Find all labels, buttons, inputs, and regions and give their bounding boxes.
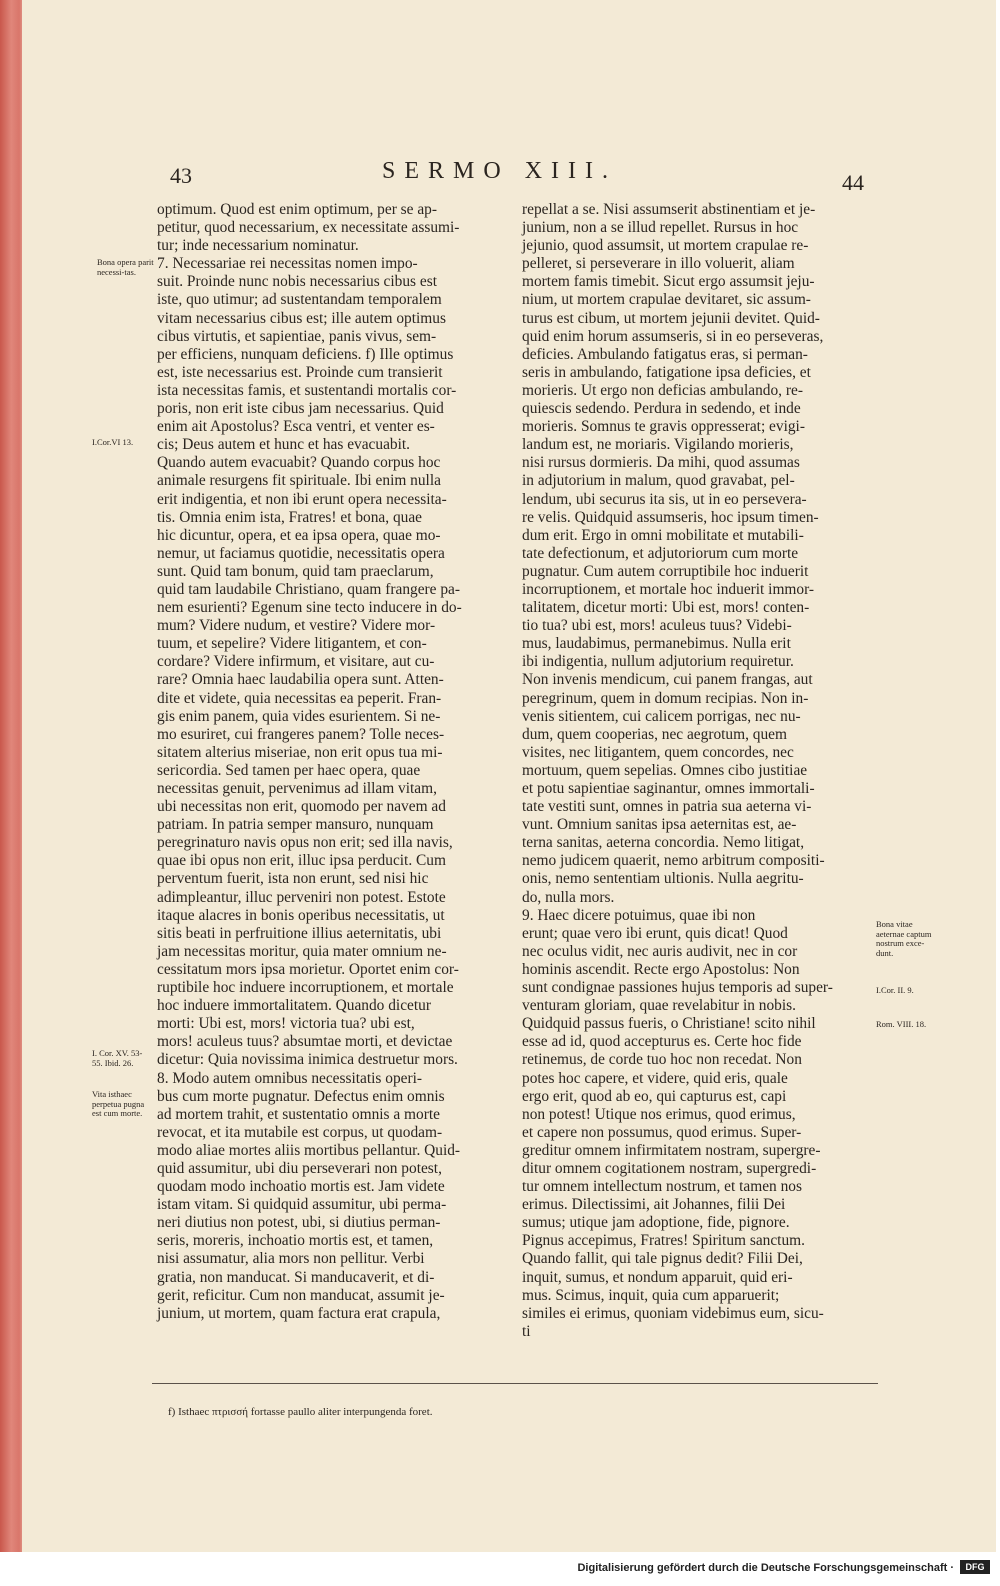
text-line: adimpleantur, illuc perveniri non potest. Estote [157,888,446,906]
text-line: poris, non erit iste cibus jam necessarius. Quid [157,400,444,418]
margin-ref-rom-8: Rom. VIII. 18. [876,1019,927,1029]
text-line: hoc induere immortalitatem. Quando dicetur [157,997,431,1015]
text-line: jejunio, quod assumsit, ut mortem crapulae re- [522,237,809,255]
text-line: mortem famis timebit. Sicut ergo assumsit jeju- [522,273,815,291]
text-line: non potest! Utique nos erimus, quod erimus, [522,1105,796,1123]
text-line: sitatem alterius miseriae, non erit opus tua mi- [157,743,443,761]
text-line: mus. Scimus, inquit, quia cum apparuerit; [522,1286,780,1304]
text-line: lendum, ubi securus ita sis, ut in eo persevera- [522,490,807,508]
text-line: mus, laudabimus, permanebimus. Nulla erit [522,635,791,653]
text-line: perventum fuerit, ista non erunt, sed nisi hic [157,870,429,888]
text-line: tuum, et sepelire? Videre litigantem, et con- [157,635,427,653]
text-line: visites, nec litigantem, quem concordes, nec [522,743,794,761]
text-line: quid assumitur, ubi diu perseverari non potest, [157,1159,442,1177]
text-line: sunt condignae passiones hujus temporis ad super- [522,979,833,997]
text-line: nisi rursus dormieris. Da mihi, quod assumas [522,454,800,472]
right-text-column [522,201,876,1341]
text-line: iste, quo utimur; ad sustentandam temporalem [157,291,442,309]
text-line: et potu sapientiae saginantur, omnes immortali- [522,780,815,797]
text-line: est, iste necessarius est. Proinde cum transierit [157,363,443,381]
text-line: greditur omnem infirmitatem nostram, supergre- [522,1141,821,1159]
text-line: dum erit. Ergo in omni mobilitate et mutabili- [522,526,804,544]
text-line: re velis. Quidquid assumseris, hoc ipsum timen- [522,508,819,526]
text-line: nium, ut mortem crapulae devitaret, sic assum- [522,291,811,309]
text-line: retinemus, de corde tuo hoc non recedat. Non [522,1051,802,1069]
text-line: incorruptionem, et mortale hoc induerit immor- [522,580,815,598]
text-line: erit indigentia, et non ibi erunt opera necessita- [157,490,447,508]
dfg-logo: DFG [960,1560,990,1574]
text-line: cibus virtutis, et sapientiae, panis vivus, sem- [157,327,437,345]
text-line: tis. Omnia enim ista, Fratres! et bona, quae [157,508,422,526]
text-line: neri diutius non potest, ubi, si diutius perman- [157,1214,441,1232]
text-line: junium, ut mortem, quam factura erat crapula, [157,1304,441,1322]
text-line: 9. Haec dicere potuimus, quae ibi non [522,906,756,924]
text-line: tate vestiti sunt, omnes in patria sua aeterna vi- [522,798,812,816]
text-line: dum, quem cooperias, nec aegrotum, quem [522,725,787,743]
text-line: necessitas genuit, pervenimus ad illam vitam, [157,780,437,797]
text-line: rare? Omnia haec laudabilia opera sunt. Atten- [157,671,444,689]
text-line: quiescis sedendo. Perdura in sedendo, et inde [522,400,801,418]
text-line: ad mortem trahit, et sustentatio omnis a morte [157,1105,440,1123]
text-line: cordare? Videre infirmum, et visitare, aut cu- [157,653,435,671]
text-line: hic dicuntur, opera, et ea ipsa opera, quae mo- [157,526,441,544]
text-line: morti: Ubi est, mors! victoria tua? ubi est, [157,1015,415,1033]
text-line: gratia, non manducat. Si manducaverit, et di- [157,1268,435,1286]
text-line: mo esuriret, cui frangeres panem? Tolle neces- [157,725,445,743]
text-line: per efficiens, nunquam deficiens. f) Ille optimus [157,345,454,363]
text-line: junium, non a se illud repellet. Rursus in hoc [522,219,799,237]
text-line: seris in ambulando, fatigatione ipsa deficies, et [522,363,811,381]
text-line: istam vitam. Si quidquid assumitur, ubi perma- [157,1196,447,1214]
text-line: nem esurienti? Egenum sine tecto inducere in do- [157,599,462,617]
text-line: bus cum morte pugnatur. Defectus enim omnis [157,1087,445,1105]
footnote-rule [152,1383,878,1384]
margin-ref-1-cor-15: I. Cor. XV. 53-55. Ibid. 26. [92,1048,143,1068]
text-line: 8. Modo autem omnibus necessitatis operi- [157,1069,423,1087]
text-line: ditur omnem cogitationem nostram, supergredi- [522,1159,817,1177]
margin-ref-1-cor-2: I.Cor. II. 9. [876,985,914,995]
text-line: talitatem, dicetur morti: Ubi est, mors! conten- [522,599,810,617]
text-line: enim ait Apostolus? Esca ventri, et venter es- [157,418,435,436]
text-line: dite et videte, quia necessitas ea peperit. Fran- [157,689,442,707]
digitization-credit: Digitalisierung gefördert durch die Deutsche Forschungsgemeinschaft · [577,1562,954,1574]
text-line: in adjutorium in malum, quod gravabat, pel- [522,472,795,490]
text-line: seris, moreris, inchoatio mortis est, et tamen, [157,1232,434,1250]
text-line: tur omnem intellectum nostrum, et tamen nos [522,1178,802,1196]
text-line: petitur, quod necessarium, ex necessitate assumi- [157,219,460,237]
text-line: erimus. Dilectissimi, ait Johannes, filii Dei [522,1196,786,1214]
text-line: ubi necessitas non erit, quomodo per navem ad [157,798,446,816]
footnote: f) Isthaec πτρισσή fortasse paullo aliter interpungenda foret. [168,1406,433,1418]
text-line: do, nulla mors. [522,888,615,906]
text-line: ruptibile hoc induere incorruptionem, et mortale [157,979,454,997]
text-line: vitam necessarius cibus est; ille autem optimus [157,309,446,327]
text-line: Pignus accepimus, Fratres! Spiritum sanctum. [522,1232,805,1250]
text-line: ibi indigentia, nullum adjutorium requiretur. [522,653,794,671]
margin-ref-1-cor-6: I.Cor.VI 13. [92,437,134,447]
text-line: peregrinum, quem in domum recipias. Non in- [522,689,809,707]
text-line: cessitatum mors ipsa morietur. Oportet enim cor- [157,960,459,978]
text-line: revocat, et ita mutabile est corpus, ut quodam- [157,1123,443,1141]
text-line: terna sanitas, aeterna concordia. Nemo litigat, [522,834,805,852]
text-line: ista necessitas famis, et sustentandi mortalis cor- [157,381,457,399]
text-line: similes ei erimus, quoniam videbimus eum, sicu- [522,1304,824,1322]
text-line: quae ibi opus non erit, illuc ipsa perducit. Cum [157,852,446,870]
text-line: tate defectionum, et adjutoriorum cum morte [522,544,799,562]
left-page-number: 43 [170,163,192,188]
right-page-number: 44 [842,170,864,195]
text-line: potes hoc capere, et videre, quid eris, quale [522,1069,788,1087]
text-line: modo aliae mortes aliis mortibus pellantur. Quid- [157,1141,461,1159]
text-line: landum est, ne moriaris. Vigilando morieris, [522,436,794,454]
text-line: pugnatur. Cum autem corruptibile hoc induerit [522,562,809,580]
text-line: pelleret, si perseverare in illo voluerit, aliam [522,255,795,273]
text-line: mum? Videre nudum, et vestire? Videre mor- [157,617,436,635]
text-line: et capere non possumus, quod erimus. Super- [522,1123,802,1141]
text-line: Quidquid passus fueris, o Christiane! scito nihil [522,1015,816,1033]
text-line: repellat a se. Nisi assumserit abstinentiam et je- [522,201,816,218]
text-line: Quando fallit, qui tale pignus dedit? Filii Dei, [522,1250,803,1268]
text-line: mors! aculeus tuus? absumtae morti, et devictae [157,1033,453,1051]
text-line: ergo erit, quod ab eo, qui capturus est, capi [522,1087,787,1105]
text-line: optimum. Quod est enim optimum, per se ap- [157,201,437,218]
text-line: erunt; quae vero ibi erunt, quis dicat! Quod [522,924,788,942]
text-line: quid enim horum assumseris, si in eo perseveras, [522,327,824,345]
text-line: esse ad id, quod accepturus es. Certe hoc fide [522,1033,802,1051]
text-line: tur; inde necessarium nominatur. [157,237,359,255]
text-line: jam necessitas moritur, quia mater omnium ne- [157,942,447,960]
text-line: venturam gloriam, quae revelabitur in nobis. [522,997,796,1015]
text-line: cis; Deus autem et hunc et has evacuabit. [157,436,410,454]
text-line: deficies. Ambulando fatigatus eras, si perman- [522,345,808,363]
text-line: gis enim panem, quia vides esurientem. Si ne- [157,707,441,725]
text-line: sunt. Quid tam bonum, quid tam praeclarum, [157,562,434,580]
text-line: nec oculus vidit, nec auris audivit, nec in cor [522,942,798,960]
text-line: inquit, sumus, et nondum apparuit, quid eri- [522,1268,793,1286]
text-line: onis, nemo sententiam ultionis. Nulla aegritu- [522,870,804,888]
text-line: venis sitientem, cui calicem porrigas, nec nu- [522,707,801,725]
text-line: itaque alacres in bonis operibus necessitatis, ut [157,906,445,924]
running-title: SERMO XIII. [382,158,617,184]
text-line: mortuum, quem sepelias. Omnes cibo justitiae [522,761,808,779]
text-line: sericordia. Sed tamen per haec opera, quae [157,761,421,779]
text-line: gerit, reficitur. Cum non manducat, assumit je- [157,1286,445,1304]
text-line: quodam modo inchoatio mortis est. Jam videte [157,1178,445,1196]
left-text-column [157,201,510,1323]
text-line: animale resurgens fit spirituale. Ibi enim nulla [157,472,441,490]
text-line: patriam. In patria semper mansuro, nunquam [157,816,434,834]
text-line: dicetur: Quia novissima inimica destruetur mors. [157,1051,458,1069]
text-line: nemur, ut faciamus quotidie, necessitatis opera [157,544,445,562]
text-line: quid tam laudabile Christiano, quam frangere pa- [157,580,461,598]
text-line: Quando autem evacuabit? Quando corpus hoc [157,454,441,472]
text-line: vunt. Omnium sanitas ipsa aeternitas est, ae- [522,816,797,834]
margin-note-bona-opera: Bona opera parit necessi-tas. [97,257,154,277]
text-line: sumus; utique jam adoptione, fide, pignore. [522,1214,790,1232]
text-line: nisi assumatur, alia mors non pellitur. Verbi [157,1250,425,1268]
text-line: Non invenis mendicum, cui panem frangas, aut [522,671,813,689]
margin-note-vita-pugna: Vita isthaec perpetua pugna est cum morte. [92,1089,145,1118]
text-line: nemo judicem quaerit, nemo arbitrum compositi- [522,852,825,870]
text-line: peregrinaturo navis opus non erit; sed illa navis, [157,834,453,852]
text-line: ti [522,1322,531,1340]
text-line: tio tua? ubi est, mors! aculeus tuus? Videbi- [522,617,792,635]
text-line: morieris. Somnus te gravis oppresserat; evigi- [522,418,805,436]
text-line: hominis ascendit. Recte ergo Apostolus: Non [522,960,800,978]
text-line: sitis beati in perfruitione illius aeternitatis, ubi [157,924,442,942]
text-line: 7. Necessariae rei necessitas nomen impo- [157,255,418,273]
margin-note-bona-vitae: Bona vitae aeternae captum nostrum exce-dunt. [876,919,932,958]
text-line: morieris. Ut ergo non deficias ambulando, re- [522,381,803,399]
text-line: suit. Proinde nunc nobis necessarius cibus est [157,273,437,291]
text-line: turus est cibum, ut mortem jejunii devitet. Quid- [522,309,820,327]
